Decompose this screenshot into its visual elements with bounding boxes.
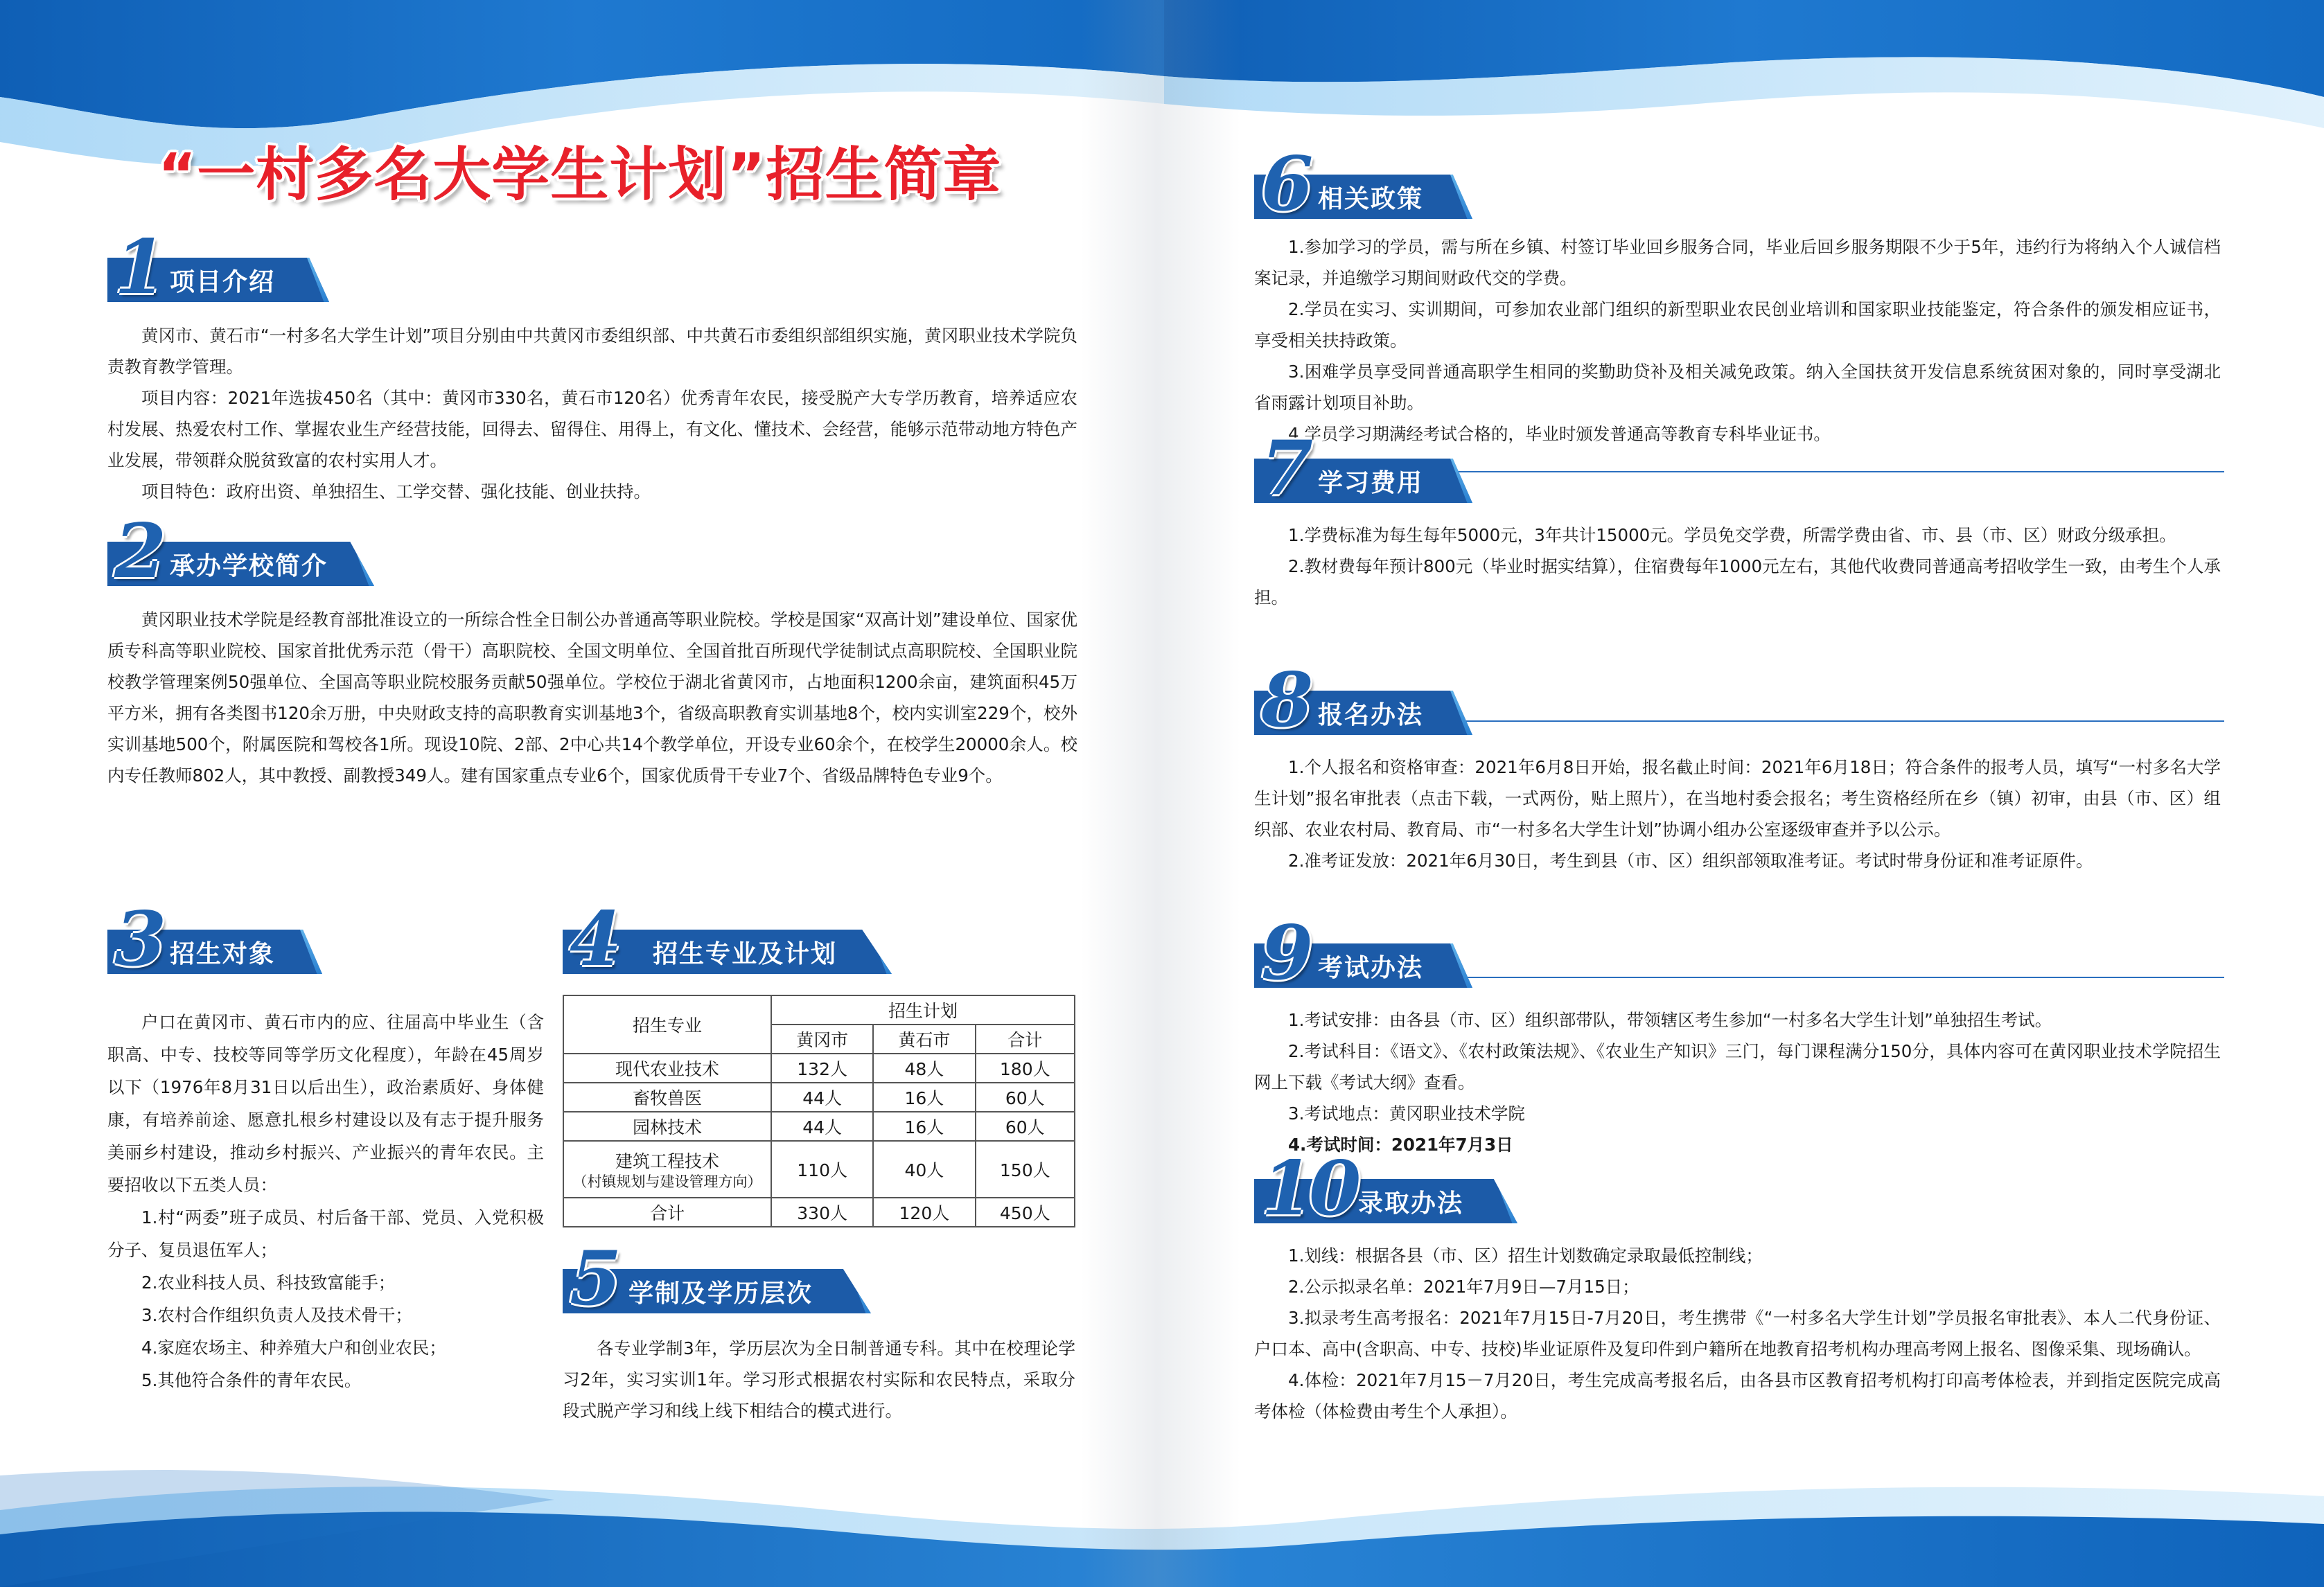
- section-body: [107, 320, 1077, 507]
- table-cell: 180人: [976, 1054, 1075, 1083]
- table-row: [563, 1083, 1075, 1112]
- section-majors: [563, 896, 1082, 984]
- paragraph: 3.考试地点：黄冈职业技术学院: [1288, 1103, 1525, 1124]
- list-item: 2.农业科技人员、科技致富能手；: [141, 1273, 396, 1293]
- section-body: [107, 604, 1077, 791]
- major-note: （村镇规划与建设管理方向）: [572, 1173, 762, 1190]
- section-title: 承办学校简介: [170, 552, 328, 580]
- paragraph: 4.体检：2021年7月15－7月20日，考生完成高考报名后，由各县市区教育招考机构打印高考体检表，并到指定医院完成高考体检（体检费由考生个人承担）。: [1254, 1370, 2221, 1421]
- paragraph: 2.公示拟录名单：2021年7月9日—7月15日；: [1288, 1277, 1639, 1297]
- paragraph: 2.教材费每年预计800元（毕业时据实结算），住宿费每年1000元左右，其他代收费同普通高考招收学生一致，由考生个人承担。: [1254, 556, 2221, 608]
- section-title: 招生对象: [170, 940, 276, 968]
- section-title: 相关政策: [1318, 185, 1424, 213]
- section-body: [1254, 520, 2221, 613]
- list-item: 5.其他符合条件的青年农民。: [141, 1370, 362, 1390]
- table-cell: 60人: [976, 1112, 1075, 1141]
- paragraph: 户口在黄冈市、黄石市内的应、往届高中毕业生（含职高、中专、技校等同等学历文化程度），年龄在45周岁以下（1976年8月31日以后出生），政治素质好、身体健康，有培养前途、愿意扎根乡村建设以及有志于提升服务美丽乡村建设，推动乡村振兴、产业振兴的青年农民。主要招收以下五类人员：: [107, 1012, 544, 1195]
- section-exam: [1254, 910, 2224, 1160]
- section-policy: [1254, 141, 2224, 450]
- list-item: 3.农村合作组织负责人及技术骨干；: [141, 1305, 412, 1325]
- paragraph: 3.困难学员享受同普通高职学生相同的奖勤助贷补及相关减免政策。纳入全国扶贫开发信息系统贫困对象的，同时享受湖北省雨露计划项目补助。: [1254, 362, 2221, 413]
- section-body: [1254, 752, 2221, 876]
- section-header: [107, 224, 1077, 312]
- section-school-intro: [107, 508, 1077, 791]
- table-cell: 450人: [976, 1198, 1075, 1227]
- section-header: [1254, 910, 2224, 998]
- paragraph: 3.拟录考生高考报名：2021年7月15日-7月20日，考生携带《“一村多名大学生计划”学员报名审批表》、本人二代身份证、户口本、高中(含职高、中专、技校)毕业证原件及复印件到户籍所在地教育招考机构办理高考网上报名、图像采集、现场确认。: [1254, 1308, 2221, 1359]
- section-header: [1254, 657, 2224, 745]
- table-cell: 园林技术: [563, 1112, 771, 1141]
- section-header: [1254, 141, 2224, 229]
- table-cell: 110人: [771, 1141, 873, 1198]
- section-number: 5: [570, 1235, 618, 1322]
- list-item: 1.村“两委”班子成员、村后备干部、党员、入党积极分子、复员退伍军人；: [107, 1207, 544, 1260]
- paragraph: 各专业学制3年，学历层次为全日制普通专科。其中在校理论学习2年，实习实训1年。学习形式根据农村实际和农民特点，采取分段式脱产学习和线上线下相结合的模式进行。: [563, 1338, 1075, 1421]
- section-title: 录取办法: [1358, 1189, 1464, 1218]
- section-number: 9: [1261, 910, 1310, 997]
- table-cell: 合计: [563, 1198, 771, 1227]
- table-header: 合计: [976, 1025, 1075, 1054]
- section-body: [1254, 1240, 2221, 1427]
- paragraph: 2.准考证发放：2021年6月30日，考生到县（市、区）组织部领取准考证。考试时带身份证和准考证原件。: [1288, 851, 2093, 871]
- table-cell: 44人: [771, 1083, 873, 1112]
- table-header: 招生专业: [563, 995, 771, 1054]
- table-header: 黄石市: [873, 1025, 975, 1054]
- section-body: [1254, 231, 2221, 450]
- section-title: 项目介绍: [170, 268, 276, 296]
- section-project-intro: [107, 224, 1077, 507]
- section-title: 报名办法: [1318, 701, 1424, 729]
- table-cell: 16人: [873, 1083, 975, 1112]
- table-cell: 40人: [873, 1141, 975, 1198]
- section-number: 10: [1261, 1145, 1357, 1232]
- paragraph: 2.学员在实习、实训期间，可参加农业部门组织的新型职业农民创业培训和国家职业技能鉴定，符合条件的颁发相应证书，享受相关扶持政策。: [1254, 299, 2221, 351]
- table-header: 招生计划: [771, 995, 1075, 1025]
- enrollment-plan-table: [563, 995, 1075, 1227]
- table-cell: 60人: [976, 1083, 1075, 1112]
- paragraph: 4.学员学习期满经考试合格的，毕业时颁发普通高等教育专科毕业证书。: [1288, 424, 1831, 444]
- paragraph: 项目内容：2021年选拔450名（其中：黄冈市330名，黄石市120名）优秀青年农民，接受脱产大专学历教育，培养适应农村发展、热爱农村工作、掌握农业生产经营技能，回得去、留得住、用得上，有文化、懂技术、会经营，能够示范带动地方特色产业发展，带领群众脱贫致富的农村实用人才。: [107, 388, 1077, 470]
- paragraph: 1.学费标准为每生每年5000元，3年共计15000元。学员免交学费，所需学费由省、市、县（市、区）财政分级承担。: [1288, 525, 2176, 545]
- section-title: 招生专业及计划: [653, 940, 838, 968]
- section-title: 学习费用: [1318, 469, 1424, 497]
- section-schooling: [563, 1235, 1075, 1426]
- paragraph: 1.划线：根据各县（市、区）招生计划数确定录取最低控制线；: [1288, 1245, 1763, 1266]
- paragraph-exam-time: 4.考试时间：2021年7月3日: [1288, 1135, 1513, 1155]
- table-cell: 畜牧兽医: [563, 1083, 771, 1112]
- section-header: [563, 1235, 1075, 1323]
- section-number: 4: [570, 896, 618, 983]
- table-cell: 120人: [873, 1198, 975, 1227]
- table-row: [563, 1141, 1075, 1198]
- section-target: [107, 896, 544, 1397]
- section-header: [563, 896, 1082, 984]
- table-header: 黄冈市: [771, 1025, 873, 1054]
- section-title: 考试办法: [1318, 954, 1424, 982]
- section-header: [107, 896, 544, 984]
- section-header: [107, 508, 1077, 596]
- paragraph: 1.参加学习的学员，需与所在乡镇、村签订毕业回乡服务合同，毕业后回乡服务期限不少于5年，违约行为将纳入个人诚信档案记录，并追缴学习期间财政代交的学费。: [1254, 237, 2221, 288]
- section-registration: [1254, 657, 2224, 876]
- section-number: 2: [114, 508, 163, 595]
- section-title: 学制及学历层次: [628, 1279, 813, 1308]
- paragraph: 项目特色：政府出资、单独招生、工学交替、强化技能、创业扶持。: [141, 481, 651, 502]
- table-row: [563, 1112, 1075, 1141]
- table-cell: 44人: [771, 1112, 873, 1141]
- table-row-total: [563, 1198, 1075, 1227]
- paragraph: 黄冈市、黄石市“一村多名大学生计划”项目分别由中共黄冈市委组织部、中共黄石市委组织部组织实施，黄冈职业技术学院负责教育教学管理。: [107, 326, 1077, 377]
- section-number: 8: [1261, 657, 1310, 744]
- paragraph: 1.考试安排：由各县（市、区）组织部带队，带领辖区考生参加“一村多名大学生计划”单独招生考试。: [1288, 1010, 2052, 1030]
- table-cell: 16人: [873, 1112, 975, 1141]
- paragraph: 黄冈职业技术学院是经教育部批准设立的一所综合性全日制公办普通高等职业院校。学校是国家“双高计划”建设单位、国家优质专科高等职业院校、国家首批优秀示范（骨干）高职院校、全国文明单位、全国首批百所现代学徒制试点高职院校、全国职业院校教学管理案例50强单位、全国高等职业院校服务贡献50强单位。学校位于湖北省黄冈市，占地面积1200余亩，建筑面积45万平方米，拥有各类图书120余万册，中央财政支持的高职教育实训基地3个，省级高职教育实训基地8个，校内实训室229个，校外实训基地500个，附属医院和驾校各1所。现设10院、2部、2中心共14个教学单位，开设专业60余个，在校学生20000余人。校内专任教师802人，其中教授、副教授349人。建有国家重点专业6个，国家优质骨干专业7个、省级品牌特色专业9个。: [107, 610, 1077, 786]
- section-body: [1254, 1004, 2221, 1160]
- section-number: 7: [1261, 425, 1310, 512]
- major-name: 建筑工程技术: [615, 1151, 719, 1171]
- section-number: 1: [114, 224, 163, 311]
- table-cell: 132人: [771, 1054, 873, 1083]
- table-cell: 现代农业技术: [563, 1054, 771, 1083]
- list-item: 4.家庭农场主、种养殖大户和创业农民；: [141, 1338, 446, 1358]
- page-fold-shadow: [1081, 0, 1240, 1587]
- section-body: [107, 1006, 544, 1397]
- section-number: 3: [114, 896, 163, 983]
- page-title: “一村多名大学生计划”招生简章: [158, 141, 1002, 209]
- section-number: 6: [1261, 141, 1310, 228]
- section-body: [563, 1333, 1075, 1426]
- table-cell: 48人: [873, 1054, 975, 1083]
- paragraph: 2.考试科目：《语文》、《农村政策法规》、《农业生产知识》三门，每门课程满分150分，具体内容可在黄冈职业技术学院招生网上下载《考试大纲》查看。: [1254, 1041, 2221, 1092]
- paragraph: 1.个人报名和资格审查：2021年6月8日开始，报名截止时间：2021年6月18日；符合条件的报考人员，填写“一村多名大学生计划”报名审批表（点击下载，一式两份，贴上照片），在当地村委会报名；考生资格经所在乡（镇）初审，由县（市、区）组织部、农业农村局、教育局、市“一村多名大学生计划”协调小组办公室逐级审查并予以公示。: [1254, 757, 2221, 840]
- table-cell: 150人: [976, 1141, 1075, 1198]
- table-row: [563, 1054, 1075, 1083]
- table-cell: 330人: [771, 1198, 873, 1227]
- table-cell: [563, 1141, 771, 1198]
